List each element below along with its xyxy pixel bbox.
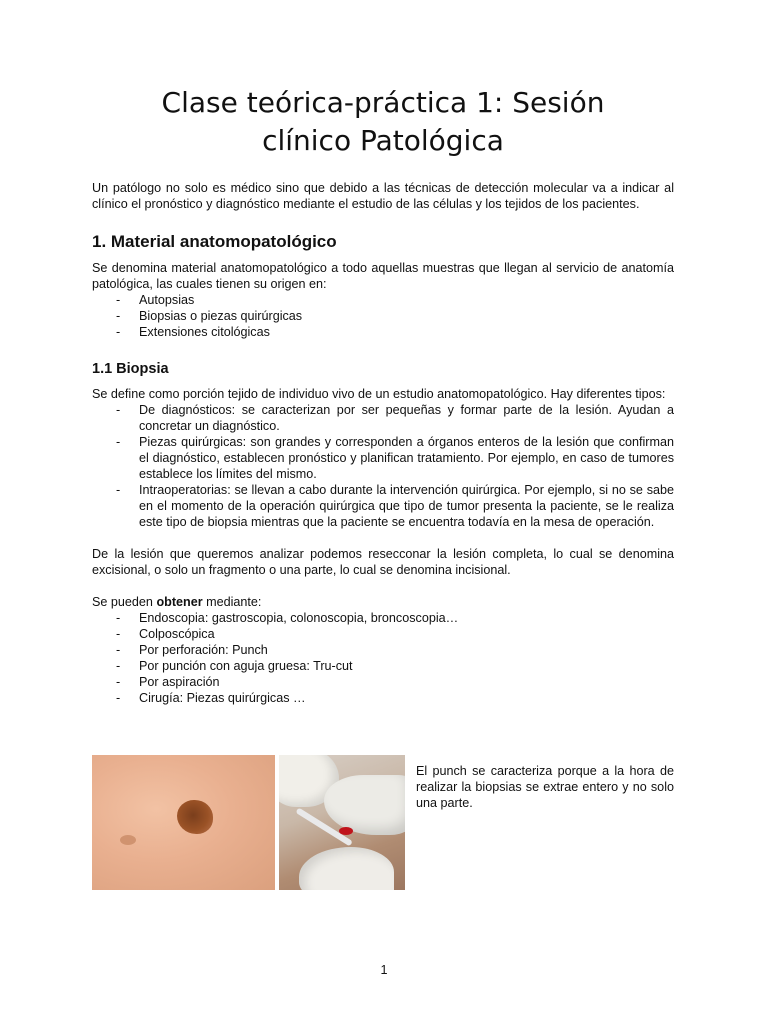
obtain-suffix: mediante: (202, 595, 262, 609)
glove-shape (324, 775, 405, 835)
list-item: - Extensiones citológicas (92, 324, 674, 340)
obtain-methods-list (92, 610, 674, 706)
obtain-prefix: Se pueden (92, 595, 157, 609)
list-item: - Autopsias (92, 292, 674, 308)
biopsy-types-list (92, 402, 674, 530)
document-page (92, 84, 674, 706)
mole-mark (177, 800, 213, 834)
page-title (92, 84, 674, 160)
origin-list (92, 292, 674, 340)
figure-caption: El punch se caracteriza porque a la hora de realizar la biopsias se extrae entero y no solo una parte. (416, 764, 674, 810)
list-item: - Endoscopia: gastroscopia, colonoscopia, broncoscopia… (92, 610, 674, 626)
title-line-2: clínico Patológica (262, 124, 504, 157)
section-1-1-heading: 1.1 Biopsia (92, 361, 169, 377)
list-item: - Por perforación: Punch (92, 642, 674, 658)
intro-paragraph: Un patólogo no solo es médico sino que debido a las técnicas de detección molecular va a indicar al clínico el pronóstico y diagnóstico mediante el estudio de las células y los tejidos de los pacientes. (92, 181, 674, 211)
list-item: - De diagnósticos: se caracterizan por ser pequeñas y formar parte de la lesión. Ayudan a concretar un diagnóstico. (92, 402, 674, 434)
section-1-paragraph: Se denomina material anatomopatológico a todo aquellas muestras que llegan al servicio de anatomía patológica, las cuales tienen su origen en: (92, 261, 674, 291)
list-item: - Biopsias o piezas quirúrgicas (92, 308, 674, 324)
blood-mark (339, 827, 353, 835)
list-item: - Cirugía: Piezas quirúrgicas … (92, 690, 674, 706)
glove-shape (299, 847, 394, 890)
punch-biopsy-photo (279, 755, 405, 890)
lesion-paragraph: De la lesión que queremos analizar podemos resecconar la lesión completa, lo cual se denomina excisional, o solo un fragmento o una parte, lo cual se denomina incisional. (92, 547, 674, 577)
list-item: - Colposcópica (92, 626, 674, 642)
section-1-heading: 1. Material anatomopatológico (92, 232, 337, 251)
obtain-bold: obtener (156, 595, 203, 609)
biopsy-definition-paragraph: Se define como porción tejido de individuo vivo de un estudio anatomopatológico. Hay diferentes tipos: (92, 387, 666, 401)
skin-mole-photo (92, 755, 275, 890)
list-item: - Piezas quirúrgicas: son grandes y corresponden a órganos enteros de la lesión que confirman el diagnóstico, establecen pronóstico y planifican tratamiento. Por ejemplo, en caso de tumores establece los límites del mismo. (92, 434, 674, 482)
punch-figure (92, 755, 674, 890)
list-item: - Intraoperatorias: se llevan a cabo durante la intervención quirúrgica. Por ejemplo, si no se sabe en el momento de la operación quirúrgica que tipo de tumor presenta la paciente, se le realiza este tipo de biopsia mientras que la paciente se encuentra todavía en la mesa de operación. (92, 482, 674, 530)
obtain-intro (92, 594, 674, 610)
list-item: - Por aspiración (92, 674, 674, 690)
list-item: - Por punción con aguja gruesa: Tru-cut (92, 658, 674, 674)
title-line-1: Clase teórica-práctica 1: Sesión (161, 86, 605, 119)
skin-spot (120, 835, 136, 845)
page-number: 1 (380, 963, 388, 977)
